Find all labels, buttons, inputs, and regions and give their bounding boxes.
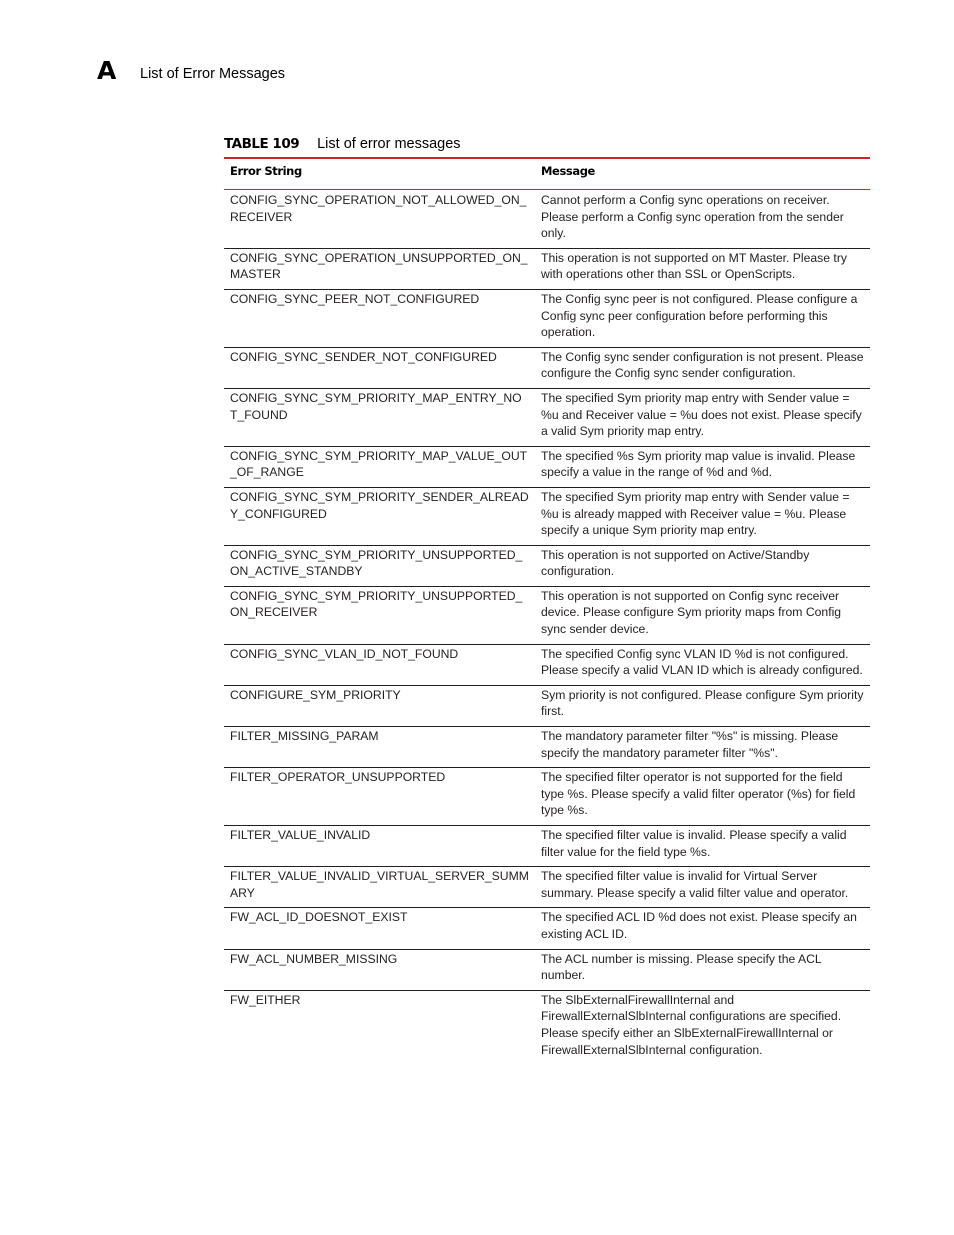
message-cell: The specified ACL ID %d does not exist. Please specify an existing ACL ID. xyxy=(541,910,857,941)
table-row xyxy=(224,289,870,347)
table-body xyxy=(224,190,870,1065)
section-title: List of Error Messages xyxy=(140,66,286,82)
table-row xyxy=(224,644,870,685)
column-header-error-string: Error String xyxy=(230,164,302,178)
chapter-letter: A xyxy=(97,56,117,85)
table-row xyxy=(224,867,870,908)
error-string-cell: CONFIG_SYNC_OPERATION_UNSUPPORTED_ON_MASTER xyxy=(230,250,528,282)
table-row xyxy=(224,949,870,990)
table-row xyxy=(224,248,870,289)
table-label: TABLE 109 xyxy=(224,136,300,152)
message-cell: This operation is not supported on Config sync receiver device. Please configure Sym priority maps from Config sync sender device. xyxy=(541,588,842,637)
table-row xyxy=(224,768,870,826)
table-caption-text: List of error messages xyxy=(317,136,461,152)
message-cell: The Config sync peer is not configured. Please configure a Config sync peer configuration before performing this operation. xyxy=(541,291,858,340)
message-cell: Sym priority is not configured. Please configure Sym priority first. xyxy=(541,687,864,719)
message-cell: The specified Sym priority map entry with Sender value = %u is already mapped with Receiver value = %u. Please specify a unique Sym priority map entry. xyxy=(541,489,850,538)
table-row xyxy=(224,727,870,768)
table-row xyxy=(224,545,870,586)
table-row xyxy=(224,190,870,249)
table-row xyxy=(224,388,870,446)
error-string-cell: FW_ACL_ID_DOESNOT_EXIST xyxy=(230,910,408,925)
error-string-cell: FILTER_VALUE_INVALID_VIRTUAL_SERVER_SUMMARY xyxy=(230,869,529,900)
table-header xyxy=(224,158,870,190)
error-string-cell: FW_ACL_NUMBER_MISSING xyxy=(230,951,398,966)
table-caption xyxy=(224,135,461,155)
table-row xyxy=(224,446,870,487)
table-row xyxy=(224,685,870,726)
error-string-cell: FILTER_MISSING_PARAM xyxy=(230,729,379,744)
table-row xyxy=(224,990,870,1064)
error-string-cell: FW_EITHER xyxy=(230,992,301,1007)
message-cell: The specified Config sync VLAN ID %d is not configured. Please specify a valid VLAN ID which is already configured. xyxy=(541,646,863,678)
column-header-message: Message xyxy=(541,164,595,178)
message-cell: This operation is not supported on MT Master. Please try with operations other than SSL or OpenScripts. xyxy=(541,250,847,282)
table-row xyxy=(224,908,870,949)
error-string-cell: CONFIG_SYNC_OPERATION_NOT_ALLOWED_ON_RECEIVER xyxy=(230,193,527,224)
message-cell: The mandatory parameter filter "%s" is missing. Please specify the mandatory parameter filter "%s". xyxy=(541,729,839,760)
error-messages-table-container xyxy=(224,157,870,1064)
error-string-cell: CONFIGURE_SYM_PRIORITY xyxy=(230,687,401,702)
error-string-cell: FILTER_VALUE_INVALID xyxy=(230,828,371,842)
error-string-cell: CONFIG_SYNC_SYM_PRIORITY_UNSUPPORTED_ON_ACTIVE_STANDBY xyxy=(230,547,523,579)
table-row xyxy=(224,487,870,545)
error-string-cell: CONFIG_SYNC_PEER_NOT_CONFIGURED xyxy=(230,291,480,306)
message-cell: The SlbExternalFirewallInternal and FirewallExternalSlbInternal configurations are specified. Please specify either an SlbExternalFirewallInternal or FirewallExternalSlbInternal configuration. xyxy=(541,992,842,1057)
message-cell: The specified filter value is invalid. Please specify a valid filter value for the field type %s. xyxy=(541,828,847,859)
message-cell: The specified %s Sym priority map value is invalid. Please specify a value in the range of %d and %d. xyxy=(541,448,856,480)
message-cell: The Config sync sender configuration is not present. Please configure the Config sync sender configuration. xyxy=(541,349,864,381)
error-string-cell: CONFIG_SYNC_SYM_PRIORITY_MAP_ENTRY_NOT_FOUND xyxy=(230,390,522,422)
table-row xyxy=(224,586,870,644)
error-string-cell: CONFIG_SYNC_SYM_PRIORITY_SENDER_ALREADY_CONFIGURED xyxy=(230,489,529,521)
message-cell: The ACL number is missing. Please specify the ACL number. xyxy=(541,951,822,983)
error-string-cell: CONFIG_SYNC_SENDER_NOT_CONFIGURED xyxy=(230,349,497,364)
message-cell: The specified filter value is invalid for Virtual Server summary. Please specify a valid filter value and operator. xyxy=(541,869,849,900)
error-string-cell: CONFIG_SYNC_VLAN_ID_NOT_FOUND xyxy=(230,646,459,661)
error-string-cell: CONFIG_SYNC_SYM_PRIORITY_MAP_VALUE_OUT_OF_RANGE xyxy=(230,448,528,480)
error-string-cell: CONFIG_SYNC_SYM_PRIORITY_UNSUPPORTED_ON_RECEIVER xyxy=(230,588,523,620)
message-cell: The specified Sym priority map entry with Sender value = %u and Receiver value = %u does not exist. Please specify a valid Sym priority map entry. xyxy=(541,390,862,439)
table-header-row xyxy=(224,158,870,190)
table-row xyxy=(224,826,870,867)
table-row xyxy=(224,347,870,388)
error-string-cell: FILTER_OPERATOR_UNSUPPORTED xyxy=(230,770,446,785)
message-cell: The specified filter operator is not supported for the field type %s. Please specify a valid filter operator (%s) for field type %s. xyxy=(541,770,856,818)
message-cell: Cannot perform a Config sync operations on receiver. Please perform a Config sync operation from the sender only. xyxy=(541,193,844,241)
error-messages-table xyxy=(224,157,870,1064)
message-cell: This operation is not supported on Active/Standby configuration. xyxy=(541,547,810,579)
